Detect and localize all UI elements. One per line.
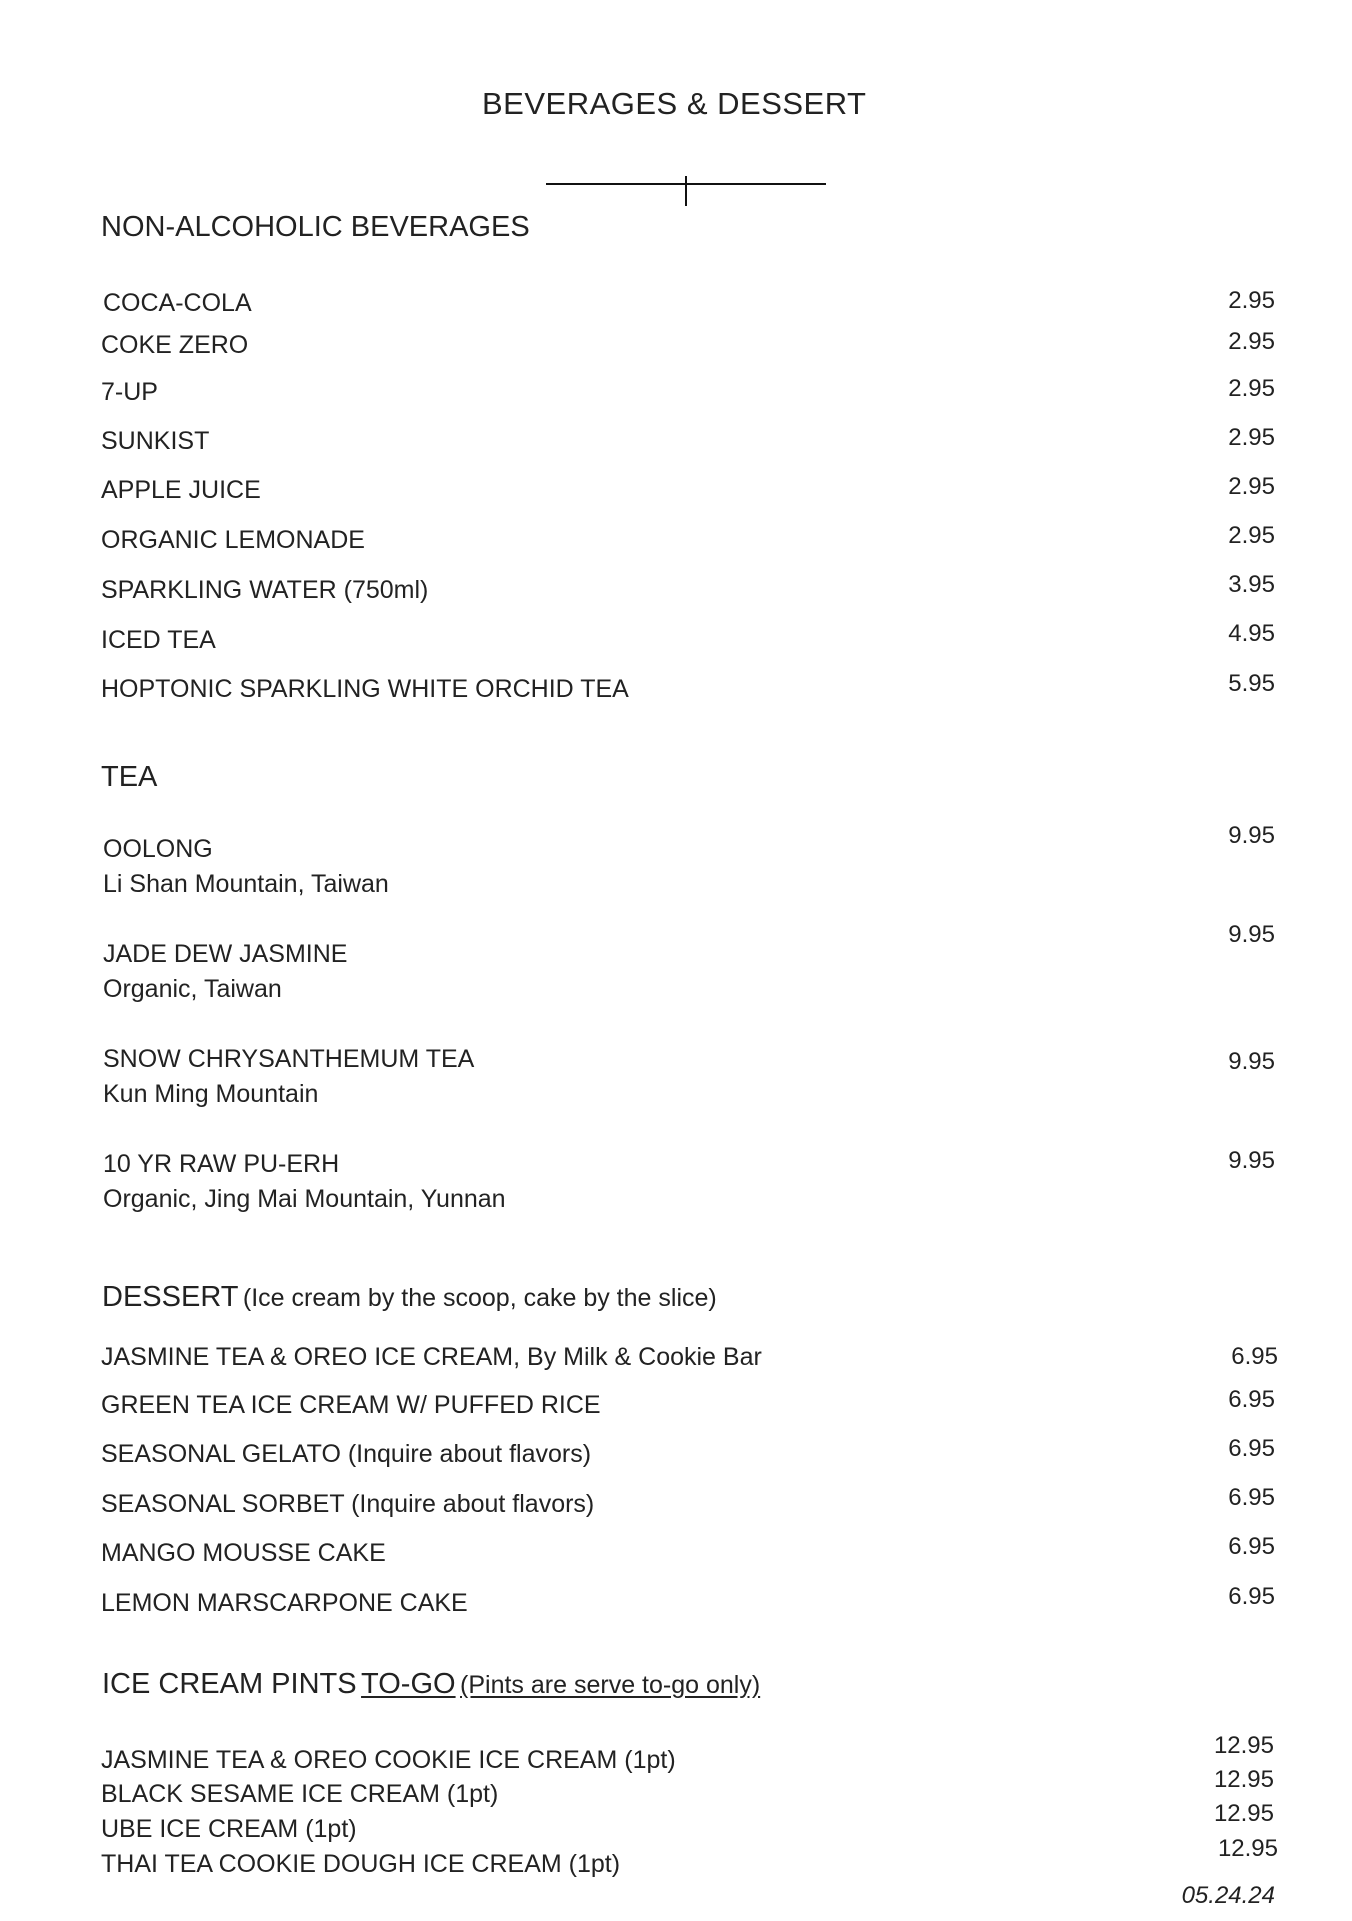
- item-name: UBE ICE CREAM (1pt): [101, 1815, 357, 1843]
- item-price: 12.95: [1217, 1835, 1278, 1862]
- item-name: ORGANIC LEMONADE: [101, 526, 365, 554]
- title-divider-tick: [685, 176, 687, 206]
- menu-date: 05.24.24: [1181, 1882, 1275, 1909]
- item-name: THAI TEA COOKIE DOUGH ICE CREAM (1pt): [101, 1850, 621, 1878]
- item-name: SPARKLING WATER (750ml): [101, 576, 429, 604]
- item-name: 10 YR RAW PU-ERH: [103, 1150, 340, 1178]
- item-origin: Kun Ming Mountain: [103, 1080, 319, 1108]
- item-name: COCA-COLA: [103, 289, 252, 317]
- item-price: 6.95: [1231, 1343, 1278, 1370]
- section-heading-tea: TEA: [101, 761, 158, 793]
- item-price: 12.95: [1213, 1766, 1274, 1793]
- item-name: APPLE JUICE: [101, 476, 261, 504]
- item-price: 2.95: [1228, 375, 1275, 402]
- section-heading-pints-row: [102, 1668, 760, 1701]
- item-price: 12.95: [1213, 1800, 1274, 1827]
- item-name: SEASONAL GELATO (Inquire about flavors): [101, 1440, 592, 1468]
- item-price: 9.95: [1228, 1048, 1275, 1075]
- item-price: 2.95: [1228, 522, 1275, 549]
- item-name: ICED TEA: [101, 626, 216, 654]
- item-price: 9.95: [1228, 822, 1275, 849]
- section-heading-non-alcoholic: NON-ALCOHOLIC BEVERAGES: [101, 211, 530, 243]
- item-name: SUNKIST: [101, 427, 210, 455]
- item-origin: Organic, Taiwan: [103, 975, 282, 1003]
- item-price: 12.95: [1213, 1732, 1274, 1759]
- item-name: BLACK SESAME ICE CREAM (1pt): [101, 1780, 499, 1808]
- item-origin: Li Shan Mountain, Taiwan: [103, 870, 389, 898]
- item-price: 9.95: [1228, 1147, 1275, 1174]
- item-name: OOLONG: [103, 835, 213, 863]
- item-name: HOPTONIC SPARKLING WHITE ORCHID TEA: [101, 675, 629, 703]
- item-price: 2.95: [1228, 473, 1275, 500]
- item-name: MANGO MOUSSE CAKE: [101, 1539, 386, 1567]
- section-heading-dessert: DESSERT: [102, 1281, 239, 1313]
- item-price: 2.95: [1228, 328, 1275, 355]
- item-price: 3.95: [1228, 571, 1275, 598]
- page-title: BEVERAGES & DESSERT: [482, 86, 867, 121]
- section-heading-dessert-row: [102, 1281, 717, 1314]
- item-name: JASMINE TEA & OREO COOKIE ICE CREAM (1pt): [101, 1746, 676, 1774]
- item-name: GREEN TEA ICE CREAM W/ PUFFED RICE: [101, 1391, 601, 1419]
- item-name: JASMINE TEA & OREO ICE CREAM, By Milk & Cookie Bar: [101, 1343, 762, 1371]
- item-price: 6.95: [1228, 1583, 1275, 1610]
- item-price: 2.95: [1228, 287, 1275, 314]
- item-price: 9.95: [1228, 921, 1275, 948]
- item-name: SEASONAL SORBET (Inquire about flavors): [101, 1490, 595, 1518]
- item-price: 4.95: [1228, 620, 1275, 647]
- item-name: 7-UP: [101, 378, 158, 406]
- dessert-note: (Ice cream by the scoop, cake by the slice): [242, 1284, 717, 1312]
- item-name: JADE DEW JASMINE: [103, 940, 348, 968]
- item-price: 6.95: [1228, 1533, 1275, 1560]
- pints-note: (Pints are serve to-go only): [460, 1671, 761, 1699]
- section-heading-pints: ICE CREAM PINTS: [102, 1668, 357, 1700]
- item-name: SNOW CHRYSANTHEMUM TEA: [103, 1045, 475, 1073]
- item-origin: Organic, Jing Mai Mountain, Yunnan: [103, 1185, 506, 1213]
- item-name: COKE ZERO: [101, 331, 249, 359]
- item-price: 6.95: [1228, 1484, 1275, 1511]
- item-price: 2.95: [1228, 424, 1275, 451]
- pints-to-go-label: TO-GO: [361, 1668, 456, 1700]
- item-price: 6.95: [1228, 1435, 1275, 1462]
- item-price: 5.95: [1228, 670, 1275, 697]
- item-price: 6.95: [1228, 1386, 1275, 1413]
- item-name: LEMON MARSCARPONE CAKE: [101, 1589, 468, 1617]
